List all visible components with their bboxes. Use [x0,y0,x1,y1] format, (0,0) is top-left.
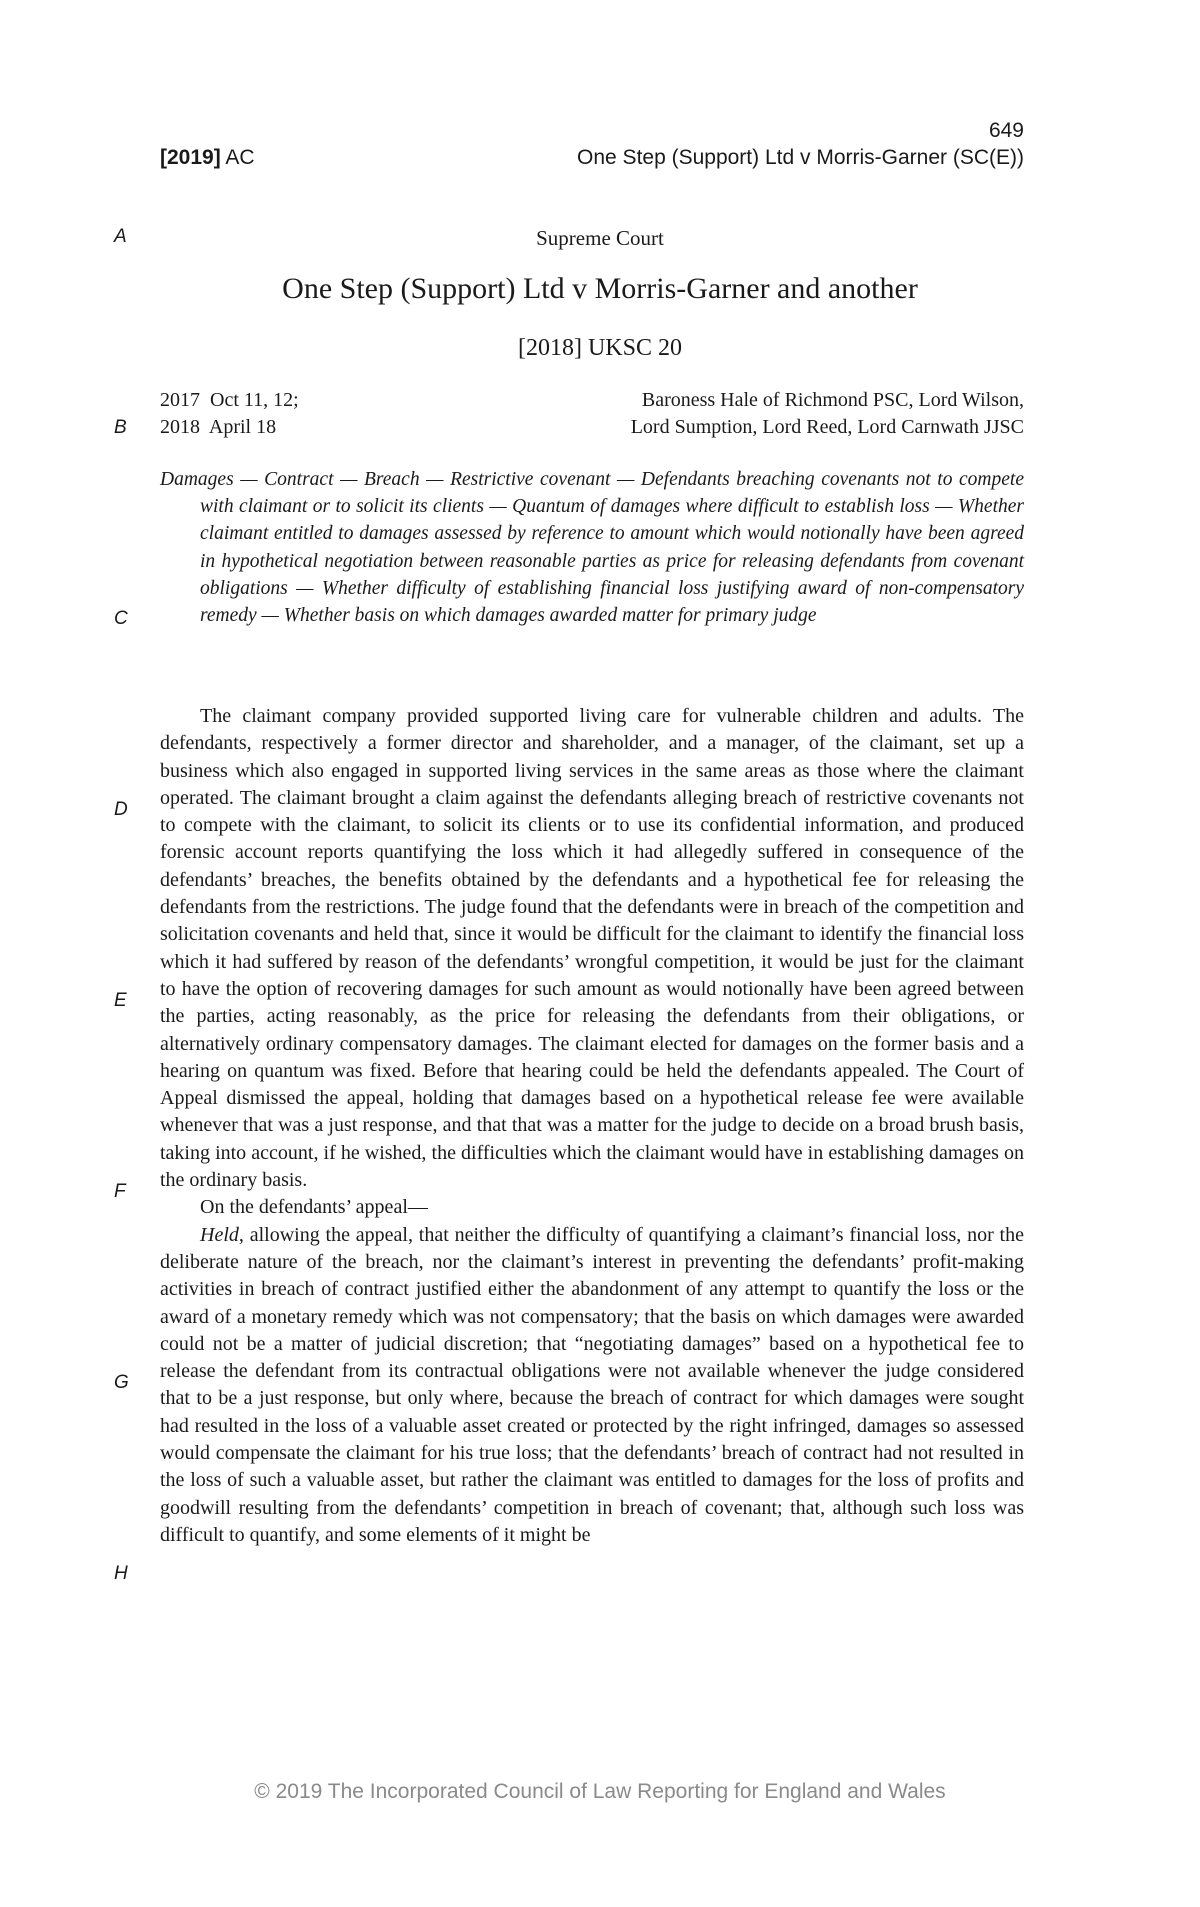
running-head [577,146,1024,170]
margin-letter-e: E [114,990,127,1011]
margin-letter-g: G [114,1372,129,1393]
hearing-dates-line-2: 2018 April 18 [160,416,277,438]
held-text: , allowing the appeal, that neither the difficulty of quantifying a claimant’s financial loss, nor the deliberate nature of the breach, nor the claimant’s interest in preventing the defendants’ profit-making activities in breach of contract justified either the abandonment of any attempt to quantify the loss or the award of a monetary remedy which was not compensatory; that the basis on which damages were awarded could not be a matter of judicial discretion; that “negotiating damages” based on a hypothetical fee to release the defendant from its contractual obligations were not available whenever the judge considered that to be a just response, but only where, because the breach of contract for which damages were sought had resulted in the loss of a valuable asset created or protected by the right infringed, damages so assessed would compensate the claimant for his true loss; that the defendants’ breach of contract had not resulted in the loss of such a valuable asset, but rather the claimant was entitled to damages for the loss of profits and goodwill resulting from the defendants’ competition in breach of covenant; that, although such loss was difficult to quantify, and some elements of it might be [160,1223,1024,1546]
report-year: [2019] [160,146,221,169]
running-head-text: One Step (Support) Ltd v Morris-Garner (SC(E)) [577,146,1024,169]
margin-letter-d: D [114,799,128,820]
judges-line-2: Lord Sumption, Lord Reed, Lord Carnwath JJSC [630,416,1024,438]
report-citation [160,146,255,170]
hearing-dates-line-1: 2017 Oct 11, 12; [160,389,299,411]
catchwords [160,466,1024,629]
judges-line-1: Baroness Hale of Richmond PSC, Lord Wilson, [641,389,1024,411]
headnote [160,703,1024,1549]
margin-letter-a: A [114,226,127,247]
margin-letter-c: C [114,608,128,629]
headnote-held [160,1222,1024,1550]
neutral-citation: [2018] UKSC 20 [517,335,682,361]
catchwords-text: Damages — Contract — Breach — Restrictive covenant — Defendants breaching covenants not to compete with claimant or to solicit its clients — Quantum of damages where difficult to establish loss — Whether claimant entitled to damages assessed by reference to amount which would notionally have been agreed in hypothetical negotiation between reasonable parties as price for releasing defendants from covenant obligations — Whether difficulty of establishing financial loss justifying award of non-compensatory remedy — Whether basis on which damages awarded matter for primary judge [160,469,1024,627]
case-title: One Step (Support) Ltd v Morris-Garner and another [282,272,918,305]
page-number: 649 [988,119,1024,142]
headnote-facts: The claimant company provided supported living care for vulnerable children and adults. The defendants, respectively a former director and shareholder, and a manager, of the claimant, set up a business which also engaged in supported living services in the same areas as those where the claimant operated. The claimant brought a claim against the defendants alleging breach of restrictive covenants not to compete with the claimant, to solicit its clients or to use its confidential information, and produced forensic account reports quantifying the loss which it had allegedly suffered in consequence of the defendants’ breaches, the benefits obtained by the defendants and a hypothetical fee for releasing the defendants from the restrictions. The judge found that the defendants were in breach of the competition and solicitation covenants and held that, since it would be difficult for the claimant to identify the financial loss which it had suffered by reason of the defendants’ wrongful competition, it would be just for the claimant to have the option of recovering damages for such amount as would notionally have been agreed between the parties, acting reasonably, as the price for releasing the defendants from their obligations, or alternatively ordinary compensatory damages. The claimant elected for damages on the former basis and a hearing on quantum was fixed. Before that hearing could be held the defendants appealed. The Court of Appeal dismissed the appeal, holding that damages based on a hypothetical release fee were available whenever that was a just response, and that that was a matter for the judge to decide on a broad brush basis, taking into account, if he wished, the difficulties which the claimant would have in establishing damages on the ordinary basis. [160,705,1024,1192]
margin-letter-b: B [114,417,127,438]
hearing-dates [160,387,299,441]
court-name: Supreme Court [536,226,664,250]
margin-letter-h: H [114,1563,128,1584]
margin-letter-f: F [114,1181,126,1202]
copyright-footer: © 2019 The Incorporated Council of Law Reporting for England and Wales [254,1780,946,1803]
headnote-appeal-line: On the defendants’ appeal— [200,1196,428,1219]
held-label: Held [200,1223,239,1246]
report-series: AC [225,146,255,169]
judges [631,387,1024,441]
